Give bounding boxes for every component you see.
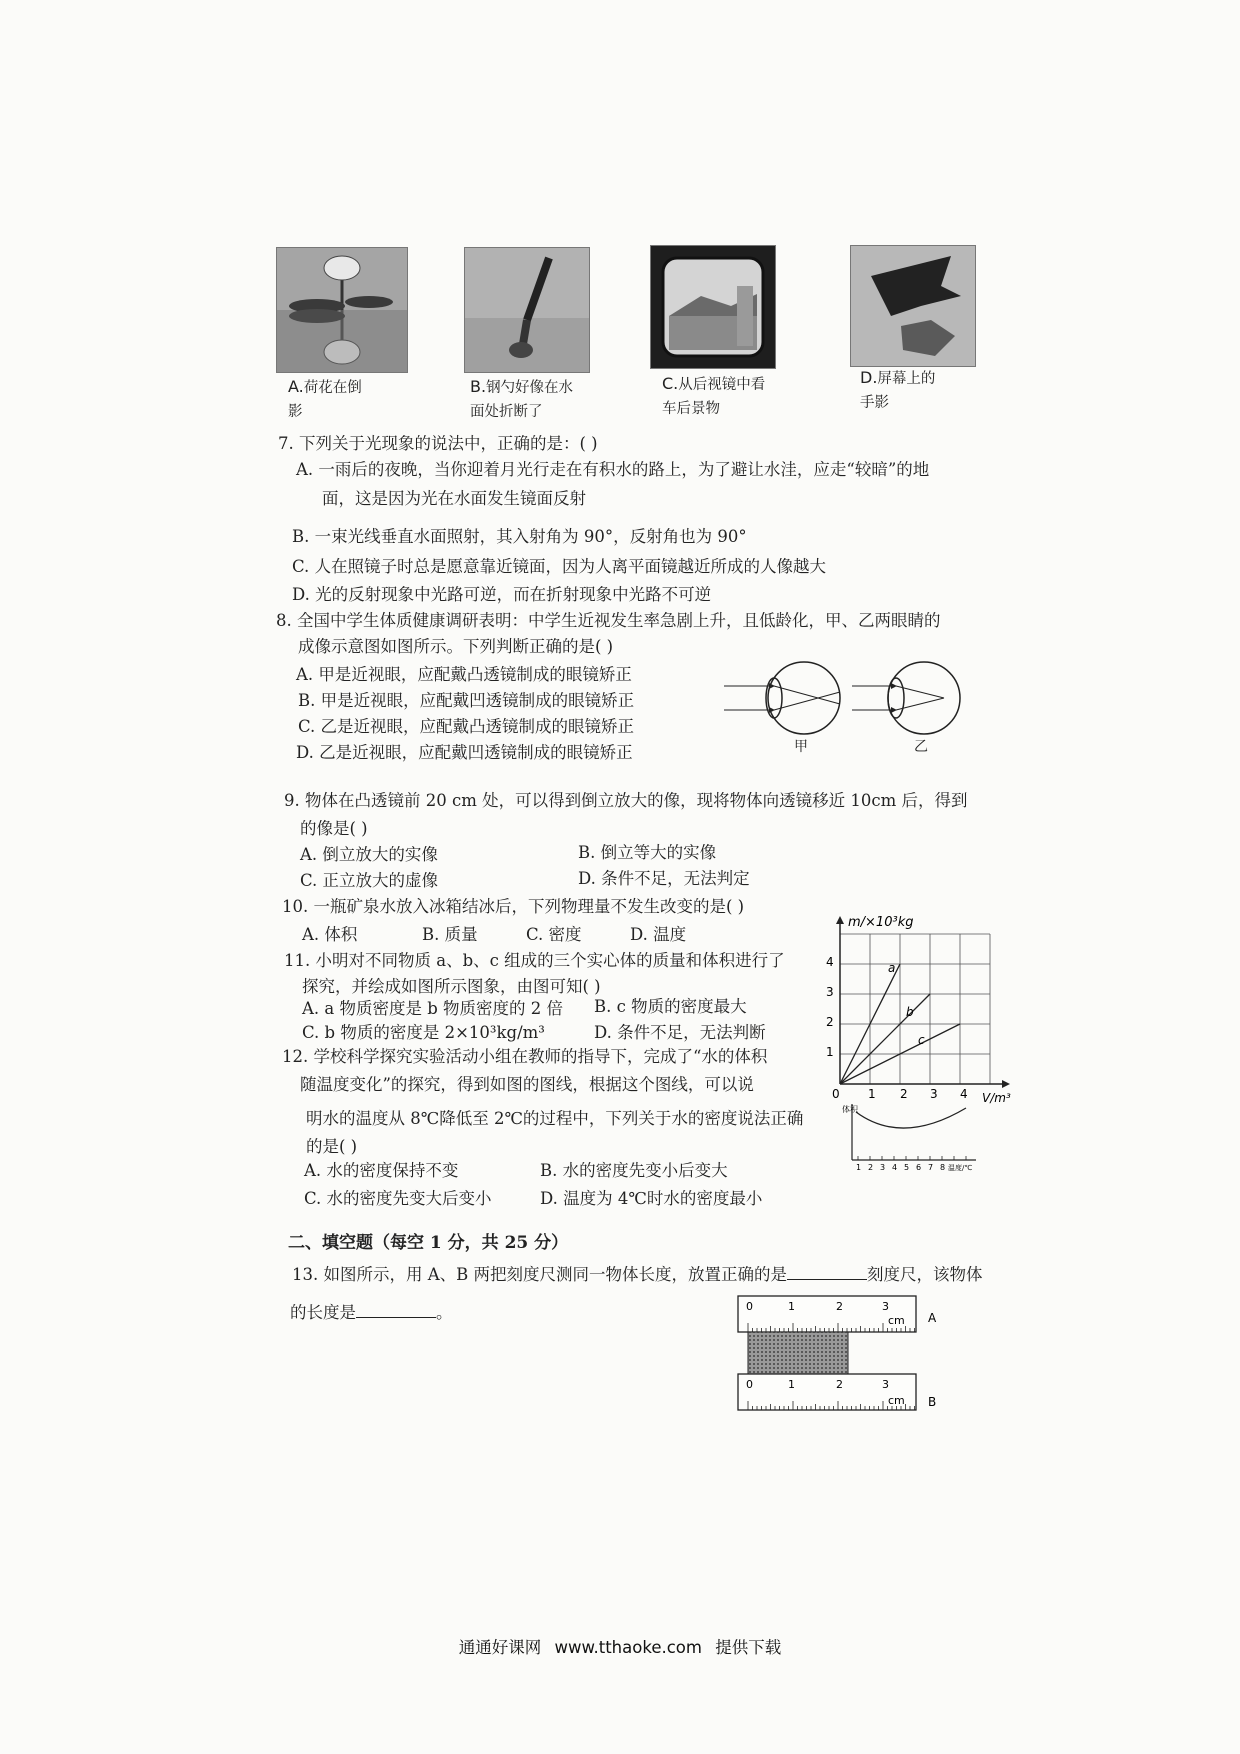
ruler-a-label: A <box>928 1311 937 1325</box>
mv-label-b: b <box>906 1005 914 1019</box>
eye-right-label: 乙 <box>914 739 928 755</box>
vt-xtick-1: 1 <box>856 1163 862 1172</box>
mv-ylabel: m/×10³kg <box>848 915 914 930</box>
mv-xlabel: V/m³ <box>982 1091 1011 1105</box>
q9-option-d: D. 条件不足，无法判定 <box>578 869 750 888</box>
mv-xtick-1: 1 <box>868 1087 876 1101</box>
eye-left-diagram <box>724 662 840 734</box>
q7-option-b: B. 一束光线垂直水面照射，其入射角为 90°，反射角也为 90° <box>292 527 747 546</box>
mv-xtick-2: 2 <box>900 1087 908 1101</box>
mv-ytick-2: 2 <box>826 1015 834 1029</box>
q8-option-a: A. 甲是近视眼，应配戴凸透镜制成的眼镜矫正 <box>296 665 632 684</box>
q12-stem-line2: 随温度变化”的探究，得到如图的图线，根据这个图线，可以说 <box>300 1075 754 1094</box>
ruler-b <box>738 1374 916 1410</box>
picture-lotus-reflection <box>276 247 408 373</box>
ruler-b-label: B <box>928 1395 937 1409</box>
ruler-b-unit: cm <box>888 1394 905 1407</box>
mv-ytick-1: 1 <box>826 1045 834 1059</box>
q13-line2 <box>290 1302 453 1324</box>
q10-option-d: D. 温度 <box>630 925 687 944</box>
q9-stem-line1: 9. 物体在凸透镜前 20 cm 处，可以得到倒立放大的像，现将物体向透镜移近 10cm 后，得到 <box>284 791 968 810</box>
q12-option-a: A. 水的密度保持不变 <box>304 1161 459 1180</box>
vt-xunit: 温度/℃ <box>948 1164 973 1172</box>
ruler-b-mark-3: 3 <box>882 1378 889 1391</box>
picture-caption-b: B.钢勺好像在水 面处折断了 <box>470 377 574 420</box>
q7-stem: 7. 下列关于光现象的说法中，正确的是：( ) <box>278 434 598 453</box>
vt-xtick-5: 5 <box>904 1163 910 1172</box>
q7-option-d: D. 光的反射现象中光路可逆，而在折射现象中光路不可逆 <box>292 585 712 604</box>
ruler-a-mark-2: 2 <box>836 1300 843 1313</box>
q9-option-c: C. 正立放大的虚像 <box>300 871 439 890</box>
spoon-image <box>465 248 589 372</box>
q8-option-b: B. 甲是近视眼，应配戴凹透镜制成的眼镜矫正 <box>298 691 635 710</box>
mv-origin: 0 <box>832 1087 840 1101</box>
picture-spoon-in-water <box>464 247 590 373</box>
q10-option-c: C. 密度 <box>526 925 582 944</box>
q13-text-2: 刻度尺，该物体 <box>867 1265 983 1284</box>
q11-option-a: A. a 物质密度是 b 物质密度的 2 倍 <box>302 999 564 1018</box>
q12-option-d: D. 温度为 4℃时水的密度最小 <box>540 1189 763 1208</box>
q12-stem-line3: 明水的温度从 8℃降低至 2℃的过程中，下列关于水的密度说法正确 <box>306 1109 804 1128</box>
q11-stem-line1: 11. 小明对不同物质 a、b、c 组成的三个实心体的质量和体积进行了 <box>284 951 785 970</box>
ruler-a-mark-0: 0 <box>746 1300 753 1313</box>
mass-volume-graph <box>820 912 1020 1105</box>
ruler-a-unit: cm <box>888 1314 905 1327</box>
q7-option-a-line1: A. 一雨后的夜晚，当你迎着月光行走在有积水的路上，为了避让水洼，应走“较暗”的地 <box>296 460 930 479</box>
vt-xtick-4: 4 <box>892 1163 898 1172</box>
q13-blank-2[interactable] <box>356 1303 436 1318</box>
ruler-a-mark-3: 3 <box>882 1300 889 1313</box>
q8-stem-line2: 成像示意图如图所示。下列判断正确的是( ) <box>298 637 614 656</box>
vt-ylabel: 体积 <box>842 1105 858 1114</box>
q10-option-a: A. 体积 <box>302 925 358 944</box>
mirror-image <box>651 246 775 368</box>
q8-stem-line1: 8. 全国中学生体质健康调研表明：中学生近视发生率急剧上升，且低龄化，甲、乙两眼睛的 <box>276 611 941 630</box>
ruler-b-mark-1: 1 <box>788 1378 795 1391</box>
ruler-a-mark-1: 1 <box>788 1300 795 1313</box>
q13-text-4: 。 <box>436 1303 453 1322</box>
q12-option-c: C. 水的密度先变大后变小 <box>304 1189 492 1208</box>
vt-xtick-6: 6 <box>916 1163 922 1172</box>
q13-text-1: 13. 如图所示，用 A、B 两把刻度尺测同一物体长度，放置正确的是 <box>292 1265 788 1284</box>
measured-object <box>748 1332 848 1374</box>
q7-option-a-line2: 面，这是因为光在水面发生镜面反射 <box>322 489 586 508</box>
lotus-image <box>277 248 407 372</box>
q10-stem: 10. 一瓶矿泉水放入冰箱结冰后，下列物理量不发生改变的是( ) <box>282 897 745 916</box>
q9-option-a: A. 倒立放大的实像 <box>300 845 438 864</box>
vt-xtick-3: 3 <box>880 1163 886 1172</box>
footer-suffix: 提供下载 <box>715 1638 782 1657</box>
q13-line1 <box>292 1264 983 1286</box>
section-2-title: 二、填空题（每空 1 分，共 25 分） <box>288 1233 569 1253</box>
volume-temperature-graph <box>842 1100 982 1172</box>
vt-xtick-8: 8 <box>940 1163 946 1172</box>
q11-stem-line2: 探究，并绘成如图所示图象，由图可知( ) <box>302 977 601 996</box>
mv-xtick-4: 4 <box>960 1087 968 1101</box>
q13-blank-1[interactable] <box>787 1265 867 1280</box>
q12-stem-line4: 的是( ) <box>306 1137 358 1156</box>
picture-caption-d: D.屏幕上的 手影 <box>860 368 936 411</box>
q11-option-b: B. c 物质的密度最大 <box>594 997 747 1016</box>
q9-option-b: B. 倒立等大的实像 <box>578 843 717 862</box>
eye-right-diagram <box>852 662 960 734</box>
q8-option-c: C. 乙是近视眼，应配戴凸透镜制成的眼镜矫正 <box>298 717 635 736</box>
q10-option-b: B. 质量 <box>422 925 478 944</box>
q13-text-3: 的长度是 <box>290 1303 356 1322</box>
q11-option-c: C. b 物质的密度是 2×10³kg/m³ <box>302 1023 545 1042</box>
vt-xtick-7: 7 <box>928 1163 934 1172</box>
ruler-diagram <box>736 1294 946 1414</box>
q7-option-c: C. 人在照镜子时总是愿意靠近镜面，因为人离平面镜越近所成的人像越大 <box>292 557 827 576</box>
eye-left-label: 甲 <box>794 739 808 755</box>
q8-eye-diagram <box>720 660 980 756</box>
q11-option-d: D. 条件不足，无法判断 <box>594 1023 766 1042</box>
mv-label-a: a <box>888 961 896 975</box>
q9-stem-line2: 的像是( ) <box>300 819 368 838</box>
mv-label-c: c <box>918 1033 925 1047</box>
q12-option-b: B. 水的密度先变小后变大 <box>540 1161 728 1180</box>
mv-line-b <box>840 994 930 1084</box>
q8-option-d: D. 乙是近视眼，应配戴凹透镜制成的眼镜矫正 <box>296 743 633 762</box>
footer-site-name: 通通好课网 <box>458 1638 542 1657</box>
picture-caption-a: A.荷花在倒 影 <box>288 377 362 420</box>
mv-xtick-3: 3 <box>930 1087 938 1101</box>
q12-stem-line1: 12. 学校科学探究实验活动小组在教师的指导下，完成了“水的体积 <box>282 1047 768 1066</box>
hand-shadow-image <box>851 246 975 366</box>
ruler-b-mark-0: 0 <box>746 1378 753 1391</box>
ruler-a <box>738 1296 916 1332</box>
mv-ytick-4: 4 <box>826 955 834 969</box>
picture-rearview-mirror <box>650 245 776 369</box>
vt-xtick-2: 2 <box>868 1163 874 1172</box>
picture-caption-c: C.从后视镜中看 车后景物 <box>662 374 766 417</box>
footer-url[interactable]: www.tthaoke.com <box>554 1638 702 1657</box>
picture-hand-shadow <box>850 245 976 367</box>
mv-ytick-3: 3 <box>826 985 834 999</box>
ruler-b-mark-2: 2 <box>836 1378 843 1391</box>
page-footer <box>0 1634 1240 1658</box>
